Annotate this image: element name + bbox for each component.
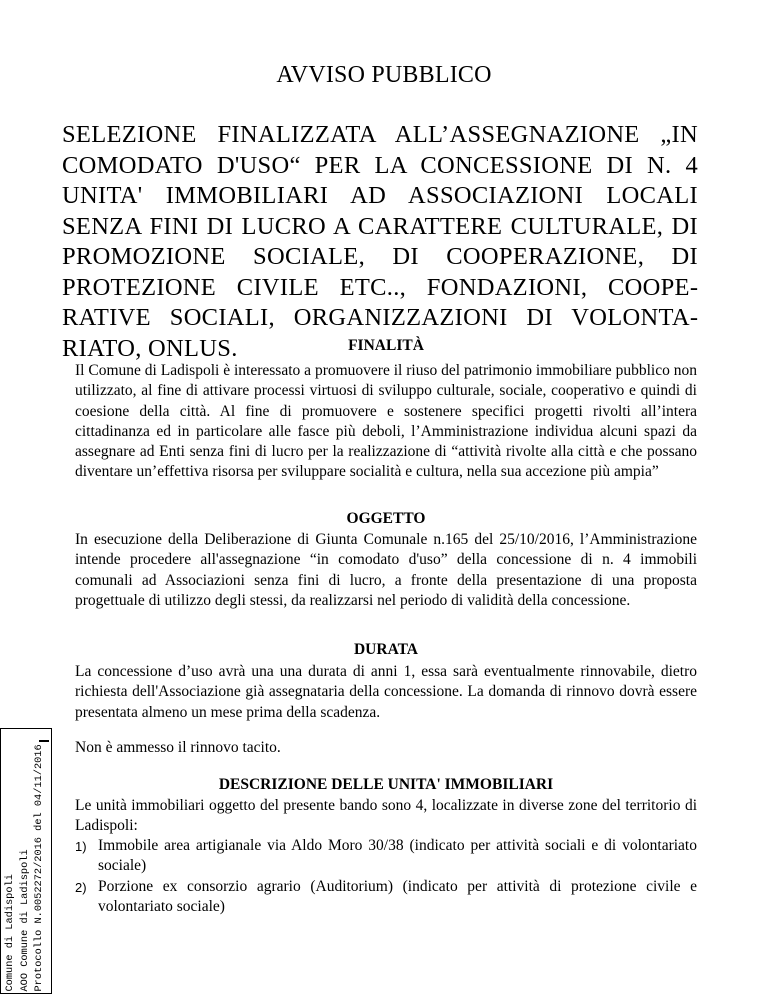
document-headline: SELEZIONE FINALIZZATA ALL’ASSEGNAZIONE „IN COMODATO D'USO“ PER LA CONCESSIONE DI N. 4 UNITA' IMMOBILIARI AD ASSOCIAZIONI LOCALI SENZA FINI DI LUCRO A CARATTERE CULTURALE, DI PROMOZIONE SOCIALE, DI COOPERAZIONE, DI PROTEZIONE CIVILE ETC.., FONDAZIONI, COOPERATIVE SOCIALI, ORGANIZZAZIONI DI VOLONTARIATO, ONLUS. [62,121,698,362]
stamp-line-protocollo: Protocollo N.0052272/2016 del 04/11/2016 [33,743,45,991]
paragraph-descrizione: Le unità immobiliari oggetto del presente bando sono 4, localizzate in diverse zone del territorio di Ladispoli: [75,797,697,835]
list-item-number: 2) [75,879,87,895]
paragraph-oggetto: In esecuzione della Deliberazione di Giunta Comunale n.165 del 25/10/2016, l’Amministrazione intende procedere all'assegnazione “in comodato d'uso” della concessione di n. 4 immobili comunali ad Associazioni senza fini di lucro, a fronte della presentazione di una proposta progettuale di utilizzo degli stessi, da realizzarsi nel periodo di validità della concessione. [75,531,697,609]
protocol-stamp [0,728,52,994]
heading-finalita: FINALITÀ [348,337,424,354]
property-list [75,836,697,917]
heading-oggetto: OGGETTO [346,510,426,527]
list-item-text: Porzione ex consorzio agrario (Auditorium) (indicato per attività di protezione civile e volontariato sociale) [98,877,697,915]
heading-descrizione: DESCRIZIONE DELLE UNITA' IMMOBILIARI [218,776,554,793]
paragraph-durata: La concessione d’uso avrà una una durata di anni 1, essa sarà eventualmente rinnovabile, dietro richiesta dell'Associazione già assegnataria della concessione. La domanda di rinnovo dovrà essere presentata almeno un mese prima della scadenza. [75,663,697,721]
notice-title: AVVISO PUBBLICO [276,62,492,88]
list-item [75,836,697,877]
heading-durata: DURATA [353,641,418,658]
list-item [75,877,697,918]
stamp-text [3,729,47,991]
list-item-number: 1) [75,839,87,854]
list-item-text: Immobile area artigianale via Aldo Moro 30/38 (indicato per attività sociali e di volontariato sociale) [98,837,697,875]
paragraph-finalita: Il Comune di Ladispoli è interessato a promuovere il riuso del patrimonio immobiliare pubblico non utilizzato, al fine di attivare processi virtuosi di sviluppo culturale, sociale, cooperativo e quindi di coesione della città. Al fine di promuovere e sostenere specifici progetti rivolti all’intera cittadinanza ed in particolare alle fasce più deboli, l’Amministrazione individua alcuni spazi da assegnare ad Enti senza fini di lucro per la realizzazione di “attività rivolte alla città e che possano diventare un’effettiva risorsa per sviluppare socialità e cultura, nella sua accezione più ampia” [75,362,697,481]
stamp-line-comune: Comune di Ladispoli [4,873,16,991]
paragraph-durata-tacito: Non è ammesso il rinnovo tacito. [75,739,281,756]
stamp-line-aoo: AOO Comune di Ladispoli [18,848,31,991]
